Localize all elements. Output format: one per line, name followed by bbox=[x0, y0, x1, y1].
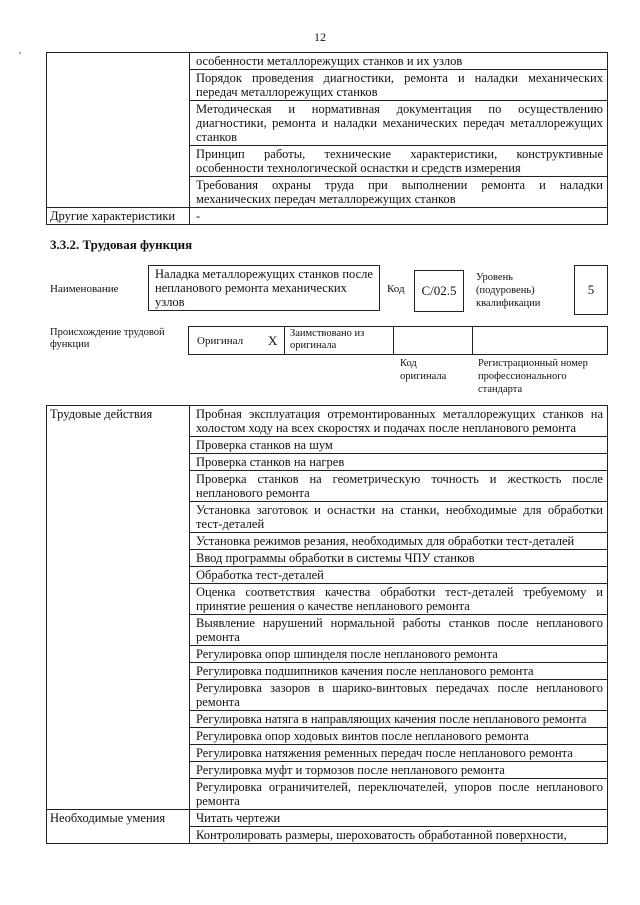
row-text: Методическая и нормативная документация по осуществлению диагностики, ремонта и наладки механических передач металлорежущих станков bbox=[190, 101, 608, 146]
action-item: Регулировка ограничителей, переключателей, упоров после непланового ремонта bbox=[190, 779, 608, 810]
row-text: Порядок проведения диагностики, ремонта и наладки механических передач металлорежущих станков bbox=[190, 70, 608, 101]
section-title: 3.3.2. Трудовая функция bbox=[50, 237, 193, 252]
skill-item: Контролировать размеры, шероховатость обработанной поверхности, bbox=[190, 827, 608, 844]
row-text: Требования охраны труда при выполнении ремонта и наладки механических передач металлорежущих станков bbox=[190, 177, 608, 208]
original-mark: Х bbox=[268, 333, 278, 348]
divider bbox=[472, 326, 473, 355]
row-label bbox=[47, 70, 190, 101]
row-label bbox=[47, 101, 190, 146]
knowledge-table bbox=[46, 52, 608, 225]
action-item: Установка заготовок и оснастки на станки, необходимые для обработки тест-деталей bbox=[190, 502, 608, 533]
divider bbox=[393, 326, 394, 355]
origin-label: Происхождение трудовой функции bbox=[50, 327, 165, 350]
name-box bbox=[148, 265, 380, 311]
table-row bbox=[47, 146, 608, 177]
level-value: 5 bbox=[587, 282, 595, 297]
action-item: Регулировка опор шпинделя после непланового ремонта bbox=[190, 646, 608, 663]
borrowed-label: Заимствовано из оригинала bbox=[290, 328, 365, 351]
skills-label: Необходимые умения bbox=[47, 810, 190, 844]
row-label bbox=[47, 53, 190, 70]
code-original-caption: Код оригинала bbox=[400, 358, 447, 382]
row-text: - bbox=[190, 208, 608, 225]
action-item: Регулировка зазоров в шарико-винтовых передачах после непланового ремонта bbox=[190, 680, 608, 711]
code-label: Код bbox=[387, 283, 405, 295]
action-item: Обработка тест-деталей bbox=[190, 567, 608, 584]
level-box bbox=[574, 265, 608, 315]
table-row bbox=[47, 406, 608, 437]
table-row bbox=[47, 177, 608, 208]
actions-label: Трудовые действия bbox=[47, 406, 190, 810]
action-item: Регулировка натяга в направляющих качения после непланового ремонта bbox=[190, 711, 608, 728]
origin-box bbox=[188, 326, 608, 355]
action-item: Выявление нарушений нормальной работы станков после непланового ремонта bbox=[190, 615, 608, 646]
row-label bbox=[47, 177, 190, 208]
original-label: Оригинал bbox=[197, 335, 244, 347]
action-item: Регулировка натяжения ременных передач после непланового ремонта bbox=[190, 745, 608, 762]
table-row bbox=[47, 53, 608, 70]
row-text: особенности металлорежущих станков и их узлов bbox=[190, 53, 608, 70]
action-item: Установка режимов резания, необходимых для обработки тест-деталей bbox=[190, 533, 608, 550]
table-row bbox=[47, 70, 608, 101]
actions-table bbox=[46, 405, 608, 844]
action-item: Регулировка опор ходовых винтов после непланового ремонта bbox=[190, 728, 608, 745]
function-name: Наладка металлорежущих станков после непланового ремонта механических узлов bbox=[155, 267, 373, 309]
level-label: Уровень (подуровень) квалификации bbox=[476, 272, 541, 309]
code-value: С/02.5 bbox=[421, 283, 457, 298]
table-row bbox=[47, 101, 608, 146]
table-row bbox=[47, 208, 608, 225]
action-item: Пробная эксплуатация отремонтированных металлорежущих станков на холостом ходу на всех скоростях и подачах после непланового ремонта bbox=[190, 406, 608, 437]
name-label: Наименование bbox=[50, 283, 119, 295]
code-box bbox=[414, 270, 464, 312]
action-item: Проверка станков на шум bbox=[190, 437, 608, 454]
table-row bbox=[47, 810, 608, 827]
action-item: Регулировка муфт и тормозов после непланового ремонта bbox=[190, 762, 608, 779]
skill-item: Читать чертежи bbox=[190, 810, 608, 827]
action-item: Оценка соответствия качества обработки тест-деталей требуемому и принятие решения о качестве непланового ремонта bbox=[190, 584, 608, 615]
action-item: Проверка станков на нагрев bbox=[190, 454, 608, 471]
scan-mark: ‚ bbox=[18, 44, 22, 56]
divider bbox=[284, 326, 285, 355]
reg-number-caption: Регистрационный номер профессионального стандарта bbox=[478, 358, 588, 395]
action-item: Регулировка подшипников качения после непланового ремонта bbox=[190, 663, 608, 680]
page-number: 12 bbox=[314, 30, 326, 44]
action-item: Ввод программы обработки в системы ЧПУ станков bbox=[190, 550, 608, 567]
row-text: Принцип работы, технические характеристики, конструктивные особенности технологической оснастки и средств измерения bbox=[190, 146, 608, 177]
action-item: Проверка станков на геометрическую точность и жесткость после непланового ремонта bbox=[190, 471, 608, 502]
row-label: Другие характеристики bbox=[47, 208, 190, 225]
row-label bbox=[47, 146, 190, 177]
